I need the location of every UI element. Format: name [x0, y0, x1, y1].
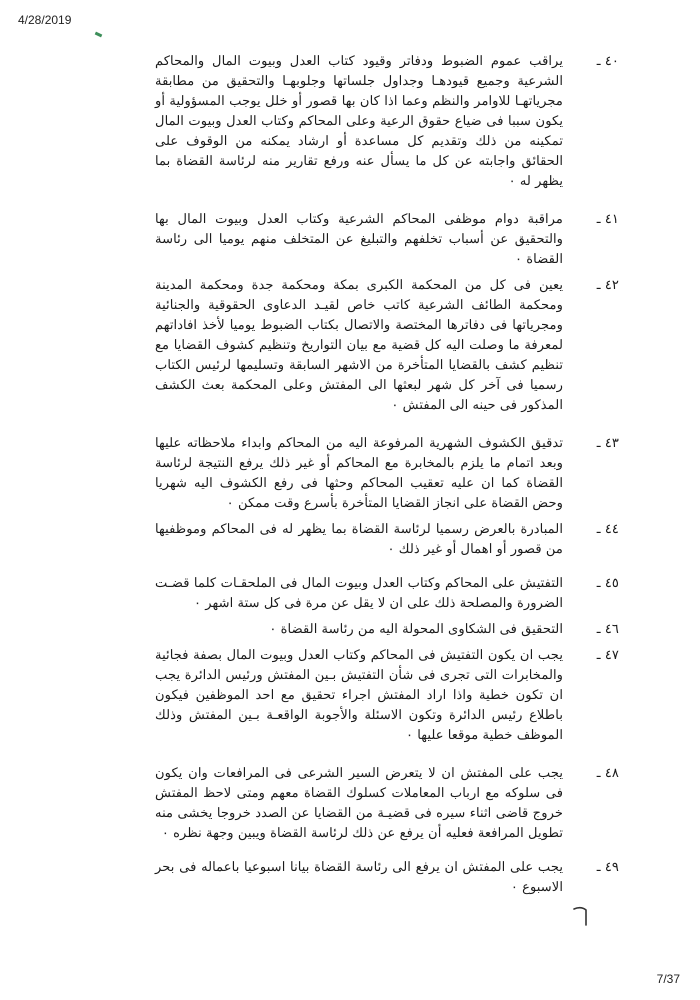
print-date: 4/28/2019	[18, 13, 72, 27]
article-text: المبادرة بالعرض رسميا لرئاسة القضاة بما يظهر له فى المحاكم وموظفيها من قصور أو اهمال أو غير ذلك ٠	[155, 522, 563, 557]
article-text: التحقيق فى الشكاوى المحولة اليه من رئاسة القضاة ٠	[269, 622, 563, 637]
article-text: مراقبة دوام موظفى المحاكم الشرعية وكتاب العدل وبيوت المال بها والتحقيق عن أسباب تخلفهم والتبليغ عن المتخلف منهم يوميا الى رئاسة القضاة ٠	[155, 212, 563, 267]
article-number: ٤٠ ـ	[596, 54, 619, 69]
document-body	[155, 52, 619, 898]
article-40	[155, 52, 619, 192]
article-text: يجب ان يكون التفتيش فى المحاكم وكتاب العدل وبيوت المال بصفة فجائية والمخابرات التى تجرى فى شأن التفتيش بـين المفتش ورئيس الدائرة يجب ان تكون خطية واذا اراد المفتش اجراء تحقيق مع احد الموظفين فيكون باطلاع رئيس الدائرة وتكون الاسئلة والأجوبة الواقعـة بـين المفتش وذلك الموظف خطية موقعا عليها ٠	[155, 648, 563, 743]
article-41	[155, 210, 619, 270]
article-44	[155, 520, 619, 560]
article-text: يراقب عموم الضبوط ودفاتر وقيود كتاب العدل وبيوت المال والمحاكم الشرعية وجميع قيودهـا وجداول جلساتها وجلوبهـا والتحقيق من مطابقة مجرياتهـا للاوامر والنظم وعما اذا كان بها قصور أو خلل يوجب المسؤولية أو يكون سببا فى ضياع حقوق الرعية وعلى المحاكم وكتاب العدل وبيوت المال تمكينه من ذلك وتقديم كل مساعدة أو ارشاد يمكنه من الوقوف على الحقائق واجابته عن كل ما يسأل عنه ورفع تقارير منه لرئاسة القضاة بما يظهر له ٠	[155, 54, 563, 189]
article-text: التفتيش على المحاكم وكتاب العدل وبيوت المال فى الملحقـات كلما قضـت الضرورة والمصلحة ذلك على ان لا يقل عن مرة فى كل ستة اشهر ٠	[155, 576, 563, 611]
article-number: ٤٣ ـ	[596, 436, 619, 451]
article-number: ٤٤ ـ	[596, 522, 619, 537]
article-number: ٤٥ ـ	[596, 576, 619, 591]
handwritten-initial	[572, 905, 590, 927]
article-number: ٤٢ ـ	[596, 278, 619, 293]
article-text: تدقيق الكشوف الشهرية المرفوعة اليه من المحاكم وابداء ملاحظاته عليها وبعد اتمام ما يلزم بالمخابرة مع المحاكم أو غير ذلك يرفع النتيجة لرئاسة القضاة كما ان عليه تعقيب المحاكم وحثها فى رفع الكشوف اليه شهريا وحض القضاة على انجاز القضايا المتأخرة بأسرع وقت ممكن ٠	[155, 436, 563, 511]
article-number: ٤١ ـ	[596, 212, 619, 227]
page-number: 7/37	[656, 972, 680, 986]
article-number: ٤٧ ـ	[596, 648, 619, 663]
article-number: ٤٨ ـ	[596, 766, 619, 781]
article-text: يعين فى كل من المحكمة الكبرى بمكة ومحكمة جدة ومحكمة المدينة ومحكمة الطائف الشرعية كاتب خاص لقيـد الدعاوى الحقوقية والجنائية ومجرياتها فى دفاترها المختصة والاتصال بكتاب الضبوط يوميا لأخذ افاداتهم لمعرفة ما وصلت اليه كل قضية مع بيان التواريخ وتنظيم كشوف القضايا مع تنظيم كشف بالقضايا المتأخرة من الاشهر السابقة وتسليمها لرئيس الكتاب رسميا فى آخر كل شهر لبعثها الى المفتش وعلى المحكمة بعث الكشف المذكور فى حينه الى المفتش ٠	[155, 278, 563, 413]
ink-mark	[95, 32, 103, 38]
article-number: ٤٩ ـ	[596, 860, 619, 875]
article-46	[155, 620, 619, 640]
article-49	[155, 858, 619, 898]
article-43	[155, 434, 619, 514]
article-47	[155, 646, 619, 746]
article-text: يجب على المفتش ان يرفع الى رئاسة القضاة بيانا اسبوعيا باعماله فى بحر الاسبوع ٠	[155, 860, 563, 895]
article-text: يجب على المفتش ان لا يتعرض السير الشرعى فى المرافعات وان يكون فى سلوكه مع ارباب المعاملات كسلوك القضاة معهم ومتى لاحظ المفتش خروج قاضى اثناء سيره فى قضيـة من القضايا عن الصدد خروجا يخشى منه تطويل المرافعة فعليه أن يرفع عن ذلك لرئاسة القضاة ويبين وجهة نظره ٠	[155, 766, 563, 841]
article-48	[155, 764, 619, 844]
article-42	[155, 276, 619, 416]
article-45	[155, 574, 619, 614]
article-number: ٤٦ ـ	[596, 622, 619, 637]
